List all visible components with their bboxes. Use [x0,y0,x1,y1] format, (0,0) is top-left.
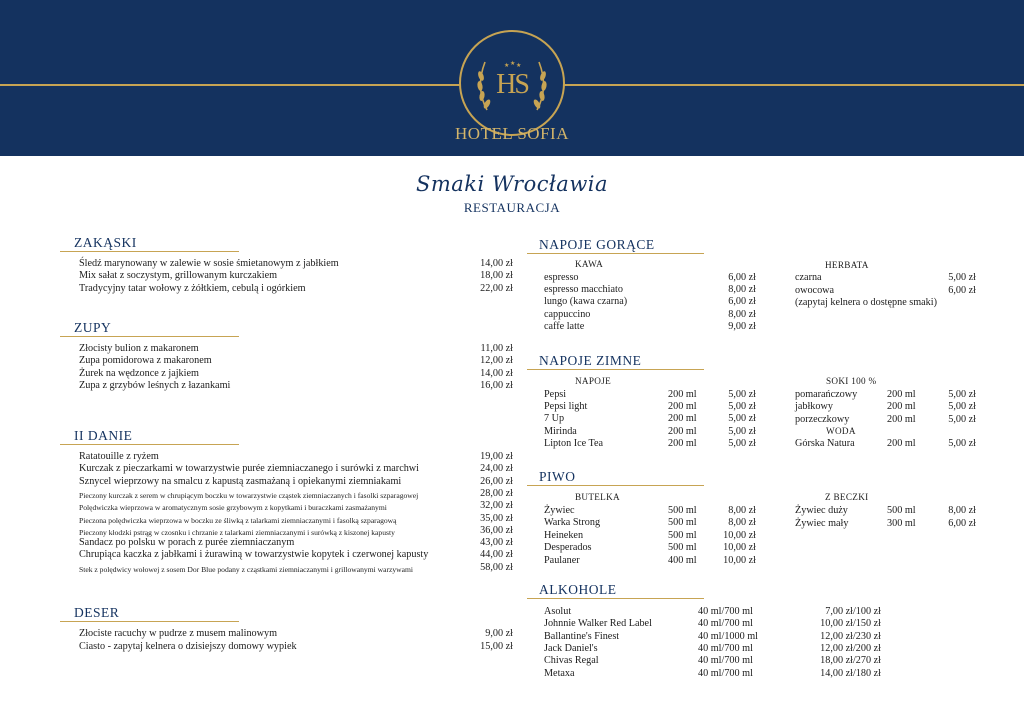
menu-item-price: 10,00 zł [723,529,756,541]
menu-item-name: Desperados [544,542,592,554]
menu-item-price: 6,00 zł [728,296,756,308]
section-underline [60,336,239,337]
menu-item-name: Pieczony kurczak z serem w chrupiącym boczku w towarzystwie cząstek ziemniaczanych i fasolki szparagowej [79,490,419,500]
subsection-title-soki: SOKI 100 % [826,376,877,386]
menu-item-volume: 200 ml [668,437,697,449]
menu-item-name: Pieczona polędwiczka wieprzowa w boczku ze śliwką z talarkami ziemniaczanymi i fasolką szparagową [79,515,397,525]
menu-item-volume: 200 ml [887,413,916,425]
section-title-alkohole: ALKOHOLE [539,582,617,597]
section-underline [60,444,239,445]
menu-item-volume: 40 ml/700 ml [698,655,753,667]
menu-item-name: Polędwiczka wieprzowa w aromatycznym sosie grzybowym z kopytkami i buraczkami zasmażanymi [79,503,387,513]
menu-item-name: espresso macchiato [544,284,623,296]
section-underline [60,621,239,622]
svg-text:★: ★ [510,60,516,67]
menu-item-volume: 500 ml [668,505,697,516]
section-title-piwo: PIWO [539,469,576,484]
section-title-zupy: ZUPY [74,320,112,335]
menu-item-name: Ciasto - zapytaj kelnera o dzisiejszy domowy wypiek [79,640,297,652]
menu-item-name: caffe latte [544,320,585,332]
menu-item-volume: 200 ml [668,389,697,400]
menu-item-volume: 500 ml [668,517,697,529]
menu-item-name: Pieczony kłodzki pstrąg w czosnku i chrzanie z talarkami ziemniaczanymi i surówką z kiszonej kapusty [79,527,395,537]
menu-item-price: 5,00 zł [948,413,976,425]
menu-item-price: 9,00 zł [485,628,513,639]
menu-item-name: Kurczak z pieczarkami w towarzystwie purée ziemniaczanego i surówki z marchwi [79,463,419,475]
menu-item-price: 32,00 zł [480,500,513,512]
menu-item-price: 5,00 zł [728,413,756,425]
menu-item-name: Żywiec duży [795,505,848,516]
menu-item-price: 8,00 zł [728,308,756,320]
section-underline [527,598,704,599]
menu-item-name: Asolut [544,606,572,617]
menu-item-price: 5,00 zł [948,438,976,449]
menu-item-name: Tradycyjny tatar wołowy z żółtkiem, cebulą i ogórkiem [79,282,306,294]
menu-item-name: Żywiec mały [795,517,849,529]
menu-item-price: 5,00 zł [728,389,756,400]
menu-item-price: 16,00 zł [480,380,513,392]
menu-item-price: 43,00 zł [480,537,513,549]
section-underline [527,485,704,486]
menu-item-price: 5,00 zł [728,401,756,413]
subsection-title-kawa: KAWA [575,259,604,269]
menu-item-name: jabłkowy [795,401,833,413]
hotel-logo [459,30,565,136]
menu-item-name: Ratatouille z ryżem [79,451,159,462]
subsection-title-butelka: BUTELKA [575,492,620,502]
menu-item-price: 26,00 zł [480,475,513,487]
menu-item-volume: 200 ml [887,401,916,413]
section-underline [527,369,704,370]
menu-item-price: 9,00 zł [728,320,756,332]
menu-item-price: 12,00 zł [480,355,513,367]
subsection-title-napoje: NAPOJE [575,376,612,386]
menu-item-price: 18,00 zł [480,270,513,282]
menu-item-volume: 40 ml/1000 ml [698,630,758,642]
menu-item-volume: 40 ml/700 ml [698,642,753,654]
menu-item-name: (zapytaj kelnera o dostępne smaki) [795,297,938,309]
menu-item-price: 5,00 zł [948,401,976,413]
menu-item-price: 11,00 zł [480,343,513,354]
menu-item-name: Heineken [544,529,584,541]
menu-item-name: espresso [544,272,579,283]
menu-item-name: Żurek na wędzonce z jajkiem [79,367,199,379]
logo-monogram: HS [496,69,528,100]
menu-item-volume: 200 ml [887,438,916,449]
menu-item-name: Jack Daniel's [544,642,598,654]
menu-item-price: 19,00 zł [480,451,513,462]
subsection-title-woda: WODA [826,426,856,436]
menu-item-name: Stek z polędwicy wołowej z sosem Dor Blue podany z cząstkami ziemniaczanymi i grillowanymi warzywami [79,564,414,574]
menu-item-price: 10,00 zł [723,542,756,554]
section-underline [527,253,704,254]
menu-item-price: 18,00 zł/270 zł [820,655,881,667]
hotel-name: HOTEL SOFIA [455,124,569,143]
menu-item-name: Górska Natura [795,438,855,449]
menu-item-name: czarna [795,272,822,283]
menu-item-price: 5,00 zł [948,389,976,400]
menu-item-price: 22,00 zł [480,282,513,294]
menu-item-volume: 500 ml [668,542,697,554]
menu-item-price: 28,00 zł [480,487,513,499]
menu-item-price: 44,00 zł [480,549,513,561]
menu-item-price: 8,00 zł [728,284,756,296]
menu-item-price: 8,00 zł [948,505,976,516]
menu-item-price: 8,00 zł [728,505,756,516]
menu-item-name: Złociste racuchy w pudrze z musem malinowym [79,628,278,639]
menu-item-name: Lipton Ice Tea [544,437,604,449]
menu-item-price: 35,00 zł [480,512,513,524]
menu-item-name: pomarańczowy [795,389,858,400]
menu-item-name: Mix sałat z soczystym, grillowanym kurczakiem [79,270,278,282]
menu-item-name: Zupa pomidorowa z makaronem [79,355,212,367]
menu-item-name: Pepsi light [544,401,588,413]
menu-item-price: 8,00 zł [728,517,756,529]
svg-text:★: ★ [516,62,522,69]
menu-item-volume: 40 ml/700 ml [698,618,753,630]
section-underline [60,251,239,252]
menu-item-price: 14,00 zł/180 zł [820,667,881,679]
menu-item-price: 15,00 zł [480,640,513,652]
menu-item-price: 36,00 zł [480,524,513,536]
menu-item-volume: 500 ml [668,529,697,541]
menu-item-price: 12,00 zł/200 zł [820,642,881,654]
menu-item-price: 7,00 zł/100 zł [825,606,881,617]
page-title: Smaki Wrocławia [415,172,609,196]
menu-item-name: Sznycel wieprzowy na smalcu z kapustą zasmażaną i opiekanymi ziemniakami [79,475,402,487]
section-title-deser: DESER [74,605,120,620]
menu-item-name: owocowa [795,284,835,296]
menu-item-name: cappuccino [544,308,591,320]
menu-item-name: Złocisty bulion z makaronem [79,343,199,354]
menu-item-name: Zupa z grzybów leśnych z łazankami [79,380,231,392]
section-title-ii-danie: II DANIE [74,428,133,443]
section-title-napoje-zimne: NAPOJE ZIMNE [539,353,642,368]
menu-item-price: 14,00 zł [480,258,513,269]
menu-item-price: 14,00 zł [480,367,513,379]
menu-item-price: 6,00 zł [948,284,976,296]
menu-item-price: 5,00 zł [728,437,756,449]
menu-item-name: Mirinda [544,425,577,437]
menu-item-name: 7 Up [544,413,565,425]
page-subtitle: RESTAURACJA [463,200,561,215]
svg-text:★: ★ [504,62,510,69]
menu-item-price: 10,00 zł/150 zł [820,618,881,630]
menu-item-price: 5,00 zł [728,425,756,437]
menu-item-price: 12,00 zł/230 zł [820,630,881,642]
menu-item-name: Metaxa [544,667,575,679]
menu-item-volume: 200 ml [668,413,697,425]
menu-item-price: 6,00 zł [728,272,756,283]
section-title-zakaski: ZAKĄSKI [74,235,137,250]
menu-item-name: Sandacz po polsku w porach z purée ziemniaczanym [79,537,295,549]
menu-item-volume: 400 ml [668,554,697,566]
menu-item-name: Warka Strong [544,517,601,529]
menu-item-price: 10,00 zł [723,554,756,566]
menu-item-name: porzeczkowy [795,413,850,425]
menu-item-volume: 200 ml [668,425,697,437]
menu-item-name: Johnnie Walker Red Label [544,618,652,630]
menu-item-volume: 40 ml/700 ml [698,606,753,617]
menu-item-name: Śledź marynowany w zalewie w sosie śmietanowym z jabłkiem [79,258,339,269]
subsection-title-herbata: HERBATA [825,260,869,270]
menu-item-name: Chrupiąca kaczka z jabłkami i żurawiną w towarzystwie kopytek i czerwonej kapusty [79,549,429,561]
menu-item-price: 24,00 zł [480,463,513,475]
menu-item-name: Pepsi [544,389,567,400]
menu-item-name: Żywiec [544,505,575,516]
menu-item-volume: 300 ml [887,517,916,529]
menu-item-price: 6,00 zł [948,517,976,529]
section-title-napoje-gorace: NAPOJE GORĄCE [539,237,655,252]
menu-item-volume: 500 ml [887,505,916,516]
menu-item-price: 5,00 zł [948,272,976,283]
menu-item-volume: 200 ml [887,389,916,400]
menu-item-name: lungo (kawa czarna) [544,296,628,308]
menu-item-name: Chivas Regal [544,655,599,667]
menu-item-volume: 40 ml/700 ml [698,667,753,679]
menu-item-volume: 200 ml [668,401,697,413]
menu-item-name: Paulaner [544,554,580,566]
menu-item-name: Ballantine's Finest [544,630,620,642]
menu-item-price: 58,00 zł [480,561,513,573]
subsection-title-z-beczki: Z BECZKI [825,492,869,502]
